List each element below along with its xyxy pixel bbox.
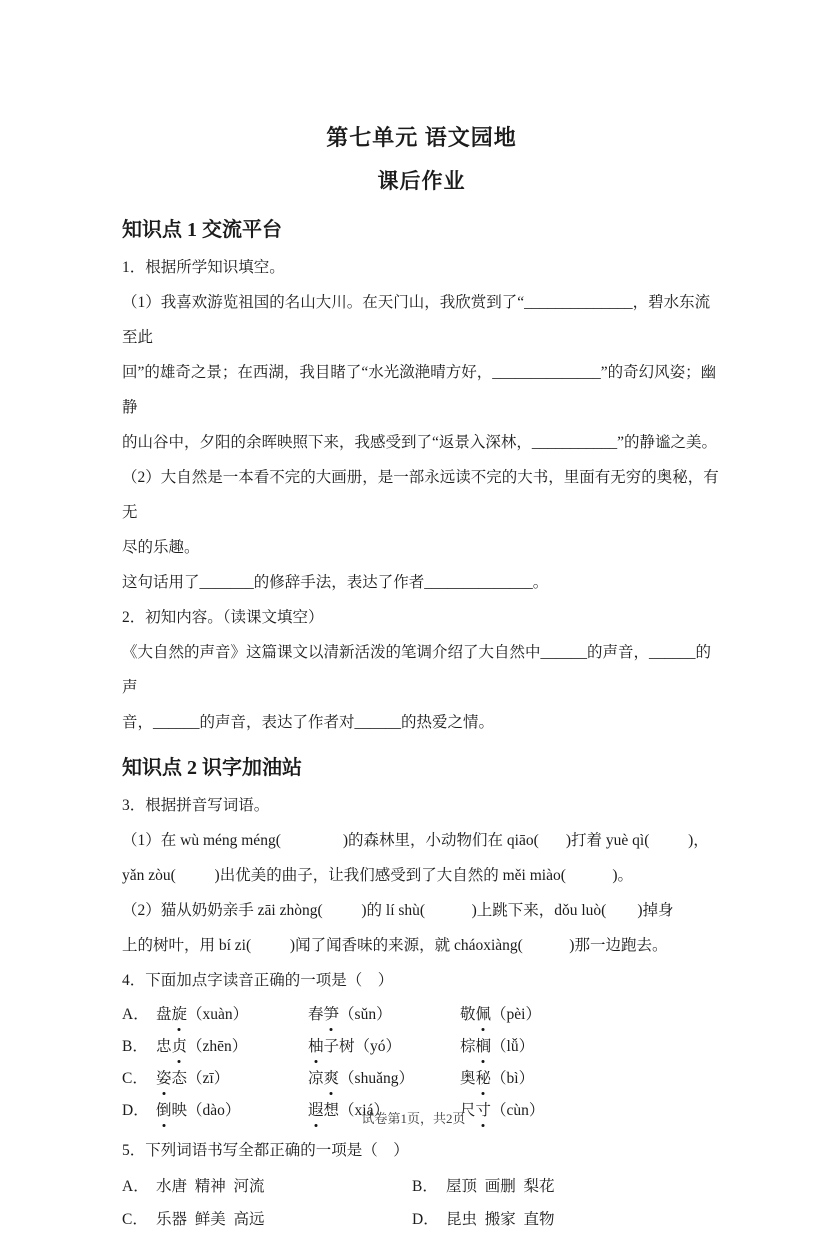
dotted-word-item [308, 999, 460, 1031]
section1-heading: 知识点 1 交流平台 [122, 219, 282, 241]
dotted-word-item [156, 1031, 308, 1063]
q1-body [122, 285, 721, 600]
char: 映 [171, 1102, 188, 1119]
text-line: 这句话用了_______的修辞手法，表达了作者______________。 [122, 574, 549, 591]
dotted-char: 爽 [324, 1063, 340, 1095]
dotted-word-item [460, 999, 612, 1031]
dotted-char: 榈 [476, 1031, 492, 1063]
char: 敬 [460, 1006, 476, 1023]
pinyin: （dào） [187, 1102, 241, 1119]
char: 奥 [460, 1070, 476, 1087]
option-label: A． [122, 1178, 149, 1195]
option-label: C． [122, 1211, 148, 1228]
text-line: （1）我喜欢游览祖国的名山大川。在天门山，我欣赏到了“______________，碧水东流至此 [122, 294, 711, 346]
q2-stem: 2．初知内容。（读课文填空） [122, 609, 324, 626]
text-line: 音，______的声音，表达了作者对______的热爱之情。 [122, 714, 495, 731]
char: 盘 [156, 1006, 172, 1023]
pinyin: （shuǎng） [339, 1070, 414, 1087]
q3-body [122, 823, 721, 963]
dotted-word-item [308, 1031, 460, 1063]
pinyin: （zhēn） [187, 1038, 248, 1055]
q5-option [412, 1211, 555, 1228]
pinyin: （sǔn） [339, 1006, 392, 1023]
pinyin: （bì） [491, 1070, 535, 1087]
text-line: 的山谷中，夕阳的余晖映照下来，我感受到了“返景入深林，___________”的静谧之美。 [122, 434, 718, 451]
doc-title: 第七单元 语文园地 [326, 125, 517, 150]
q4-option-row [122, 1031, 721, 1063]
option-label: B． [122, 1038, 148, 1055]
doc-subtitle: 课后作业 [377, 169, 466, 193]
q5-option [122, 1203, 412, 1236]
dotted-char: 姿 [156, 1063, 172, 1095]
text-line: yǎn zòu( )出优美的曲子，让我们感受到了大自然的 měi miào( )。 [122, 867, 634, 884]
pinyin: （xuàn） [187, 1006, 249, 1023]
dotted-char: 柚 [308, 1031, 324, 1063]
dotted-char: 笋 [324, 999, 340, 1031]
text-line: 《大自然的声音》这篇课文以清新活泼的笔调介绍了大自然中______的声音，______的声 [122, 644, 712, 696]
char: 忠 [156, 1038, 172, 1055]
pinyin: （lǚ） [491, 1038, 535, 1055]
q3-stem: 3．根据拼音写词语。 [122, 797, 270, 814]
q5-option-row [122, 1203, 721, 1236]
dotted-word-item [460, 1031, 612, 1063]
dotted-char: 遐 [308, 1095, 324, 1127]
q5-option [412, 1178, 555, 1195]
pinyin: （zī） [187, 1070, 230, 1087]
text-line: 尽的乐趣。 [122, 539, 200, 556]
page-footer [0, 1108, 827, 1127]
dotted-char: 佩 [476, 999, 492, 1031]
pinyin: （yó） [354, 1038, 402, 1055]
dotted-char: 秘 [476, 1063, 492, 1095]
q4-option-row [122, 1063, 721, 1095]
dotted-word-item [460, 1063, 612, 1095]
dotted-word-item [156, 999, 308, 1031]
q4-stem: 4．下面加点字读音正确的一项是（ ） [122, 972, 394, 989]
dotted-char: 倒 [156, 1095, 172, 1127]
char: 想 [323, 1102, 340, 1119]
dotted-char: 寸 [476, 1095, 492, 1127]
pinyin: （xiá） [339, 1102, 389, 1119]
option-text: 昆虫 搬家 直物 [446, 1211, 555, 1228]
option-text: 水唐 精神 河流 [156, 1178, 265, 1195]
q5-option [122, 1170, 412, 1203]
q2-body [122, 635, 721, 740]
q5-stem: 5．下列词语书写全都正确的一项是（ ） [122, 1142, 409, 1159]
char: 尺 [460, 1102, 476, 1119]
option-label: D． [412, 1211, 439, 1228]
char: 子 [323, 1038, 340, 1055]
option-text: 屋顶 画删 梨花 [446, 1178, 555, 1195]
option-text: 乐器 鲜美 高远 [156, 1211, 265, 1228]
pinyin: （pèi） [491, 1006, 541, 1023]
option-label: C． [122, 1070, 148, 1087]
option-label: A． [122, 1006, 149, 1023]
option-label: B． [412, 1178, 438, 1195]
dotted-char: 贞 [172, 1031, 188, 1063]
q4-option-row [122, 999, 721, 1031]
char: 春 [308, 1006, 324, 1023]
pinyin: （cùn） [491, 1102, 545, 1119]
text-line: 上的树叶，用 bí zi( )闻了闻香味的来源，就 cháoxiàng( )那一边跑去。 [122, 937, 668, 954]
q1-stem: 1．根据所学知识填空。 [122, 259, 285, 276]
dotted-word-item [308, 1063, 460, 1095]
char: 树 [339, 1038, 355, 1055]
char: 凉 [308, 1070, 324, 1087]
q5-option-row [122, 1170, 721, 1203]
section2-heading: 知识点 2 识字加油站 [122, 757, 302, 779]
option-label: D． [122, 1102, 149, 1119]
page-number: 试卷第1页，共2页 [361, 1111, 466, 1126]
dotted-char: 旋 [172, 999, 188, 1031]
dotted-word-item [156, 1063, 308, 1095]
text-line: 回”的雄奇之景；在西湖，我目睹了“水光潋滟晴方好，______________”的奇幻风姿；幽静 [122, 364, 717, 416]
char: 态 [171, 1070, 188, 1087]
q5-options [122, 1170, 721, 1236]
text-line: （2）大自然是一本看不完的大画册，是一部永远读不完的大书，里面有无穷的奥秘，有无 [122, 469, 719, 521]
text-line: （2）猫从奶奶亲手 zāi zhòng( )的 lí shù( )上跳下来，dǒu luò( )掉身 [122, 902, 674, 919]
text-line: （1）在 wù méng méng( )的森林里，小动物们在 qiāo( )打着 yuè qì( )， [122, 832, 709, 849]
char: 棕 [460, 1038, 476, 1055]
